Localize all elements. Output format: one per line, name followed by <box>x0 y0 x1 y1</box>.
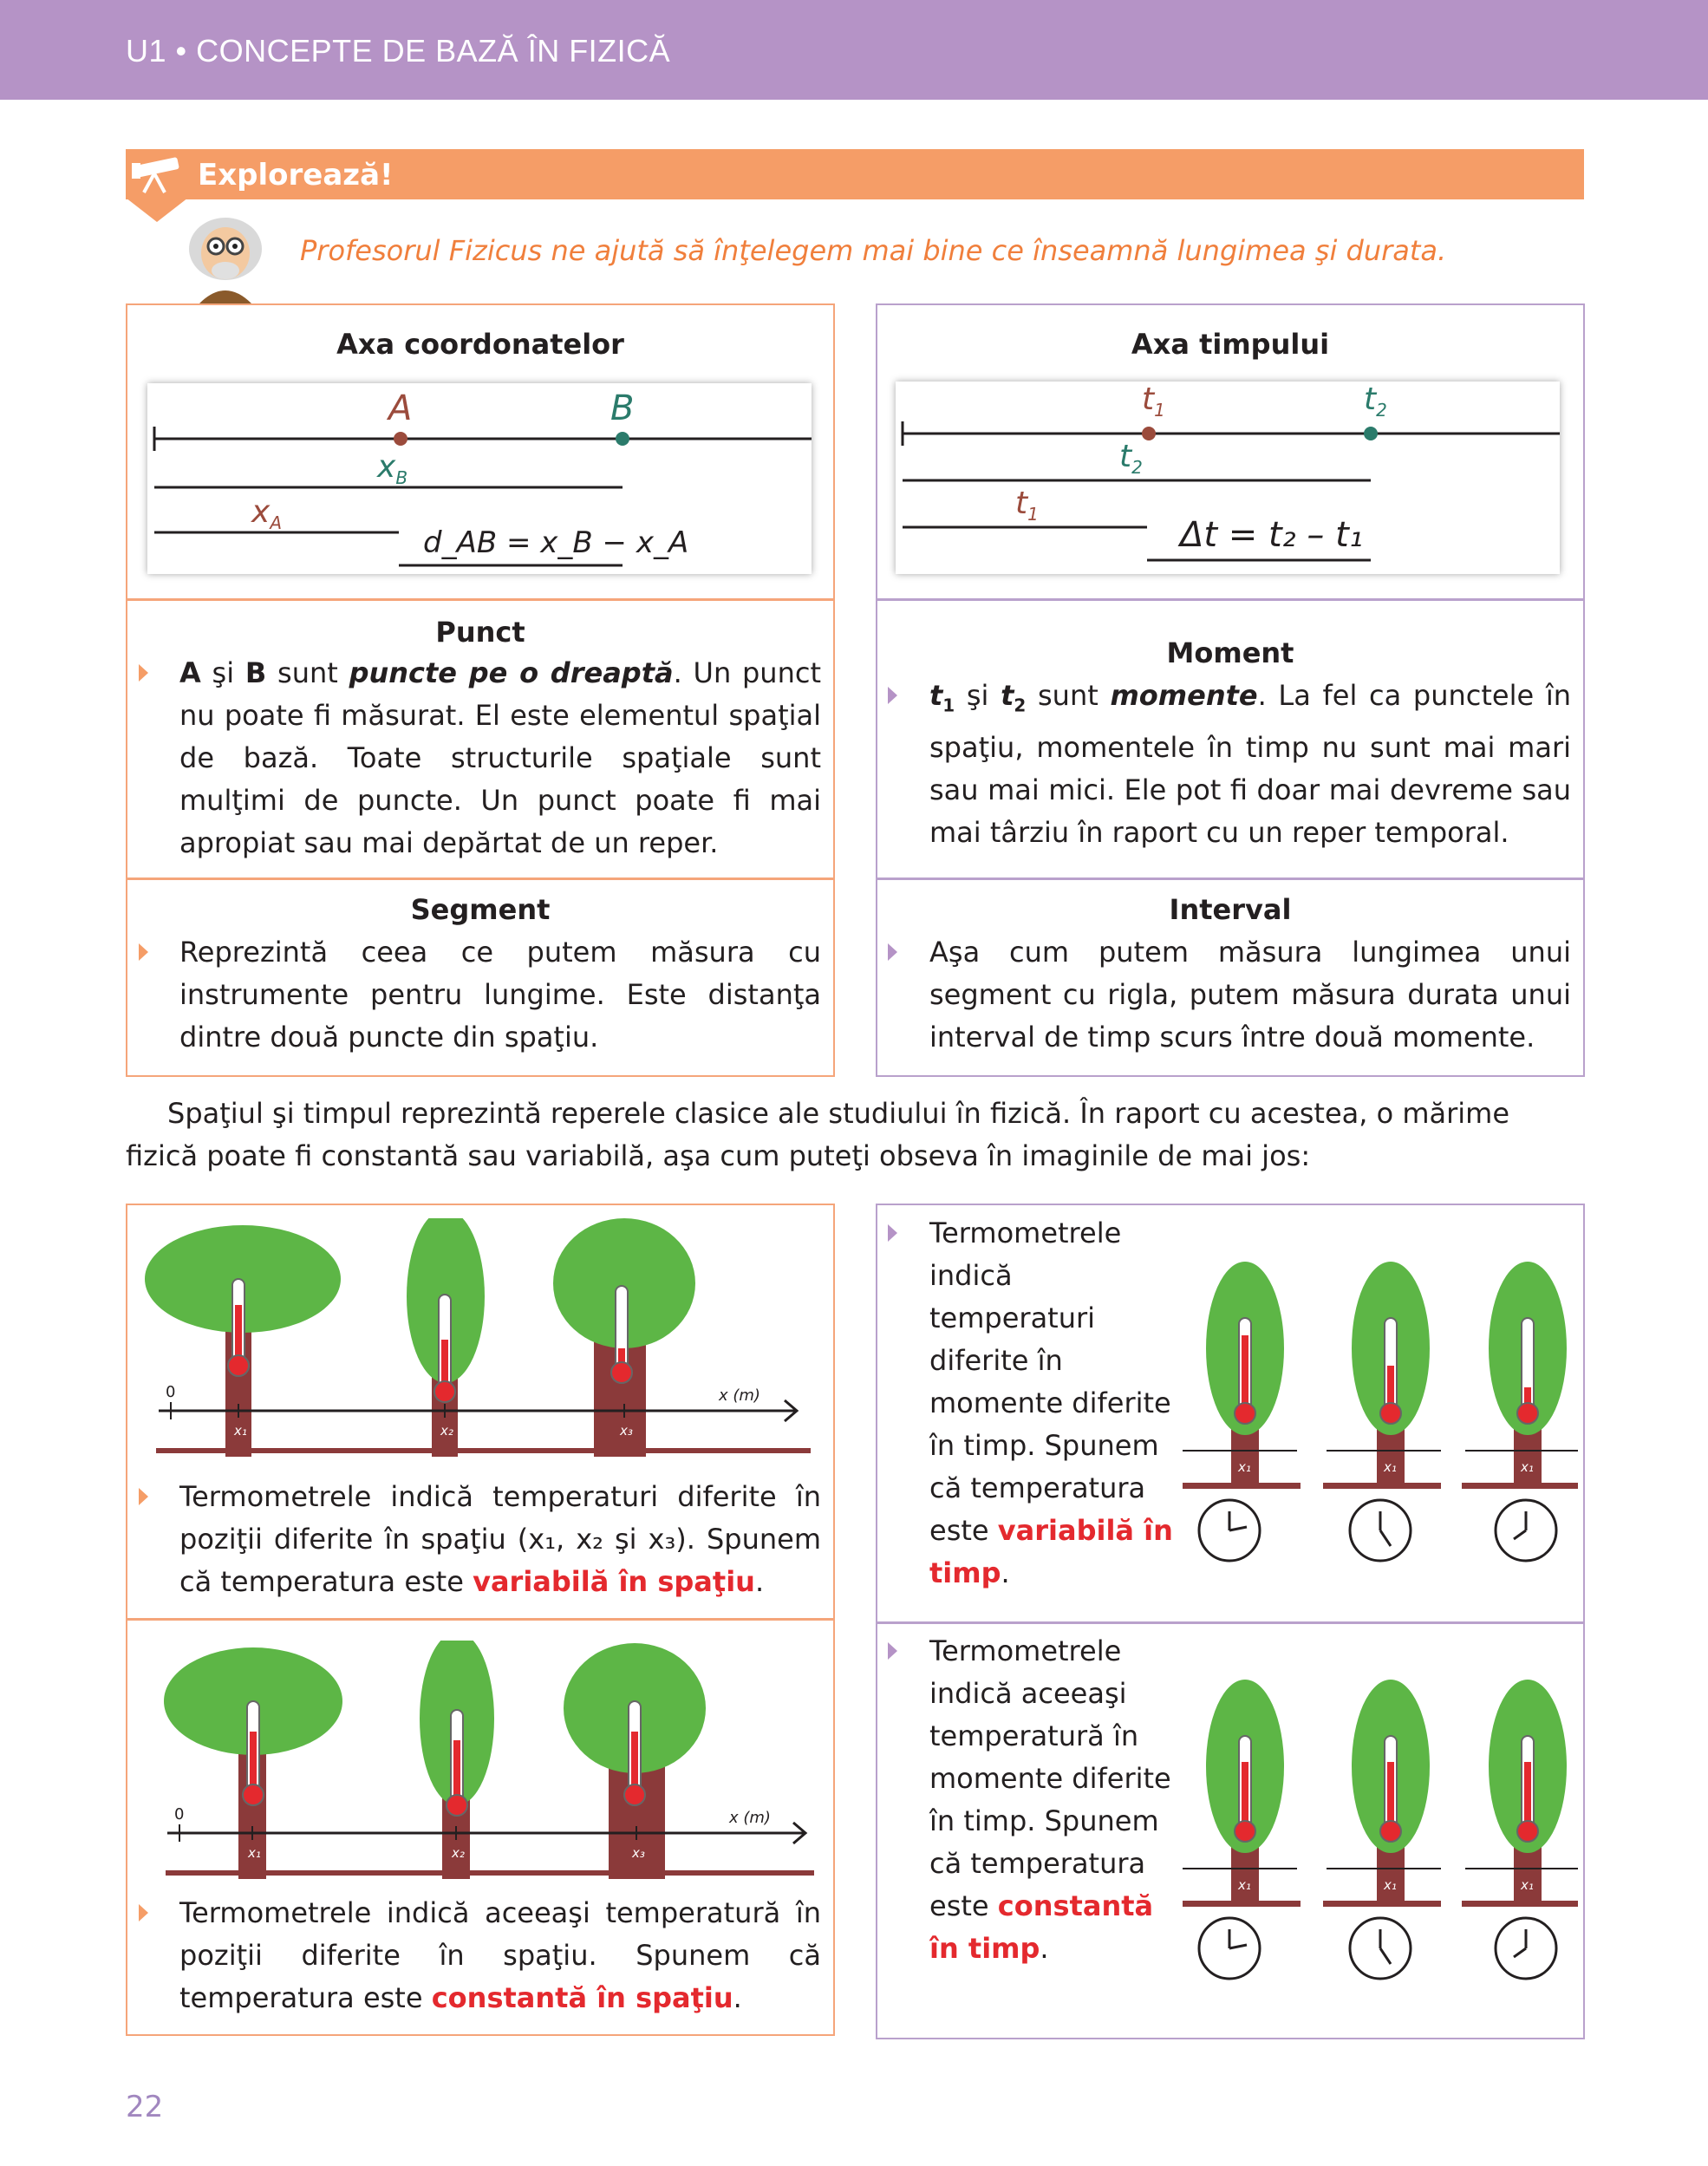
time-axis-title: Axa timpului <box>1131 328 1330 361</box>
x-axis-label: x (m) <box>719 1386 760 1405</box>
point-b-label: B <box>610 388 635 428</box>
x1-label: x₁ <box>1521 1877 1534 1893</box>
xa-label: $x_A$ <box>251 494 282 534</box>
x3-label: x₃ <box>620 1423 633 1439</box>
intro-text: Profesorul Fizicus ne ajută să înţelegem mai bine ce înseamnă lungimea şi durata. <box>300 234 1447 267</box>
x2-label: x₂ <box>440 1423 453 1439</box>
moment-text: $t_1$ şi $t_2$ sunt momente. La fel ca punctele în spaţiu, momentele în timp nu sunt mai mari sau mai mici. Ele pot fi doar mai devreme sau mai târziu în raport cu un reper temporal. <box>929 679 1572 850</box>
coordinate-axis-title: Axa coordonatelor <box>336 328 624 361</box>
x-axis-label: x (m) <box>729 1809 771 1827</box>
bullet-icon <box>139 664 148 682</box>
divider <box>126 1618 835 1621</box>
interval-title: Interval <box>1169 893 1292 926</box>
divider <box>876 877 1585 880</box>
bullet-icon <box>888 1642 897 1660</box>
x1-label: x₁ <box>1238 1459 1251 1475</box>
origin-label: 0 <box>166 1383 176 1401</box>
divider <box>126 598 835 601</box>
segment-text: Reprezintă ceea ce putem măsura cu instrumente pentru lungime. Este distanţa dintre două puncte din spaţiu. <box>179 936 821 1054</box>
bullet-icon <box>888 687 897 704</box>
xb-label: $x_B$ <box>377 449 408 489</box>
t1-point-label: $t_1$ <box>1142 382 1165 421</box>
clock-icon <box>1350 1500 1411 1561</box>
explore-title: Explorează! <box>198 158 394 192</box>
space-variable-text: Termometrele indică temperaturi diferite în poziţii diferite în spaţiu (x₁, x₂ şi x₃). Spunem că temperatura este variabilă în spaţiu. <box>179 1480 821 1598</box>
x1-label: x₁ <box>1384 1877 1397 1893</box>
time-axis-diagram <box>896 382 1560 574</box>
punct-text: A şi B sunt puncte pe o dreaptă. Un punct nu poate fi măsurat. El este elementul spaţial de bază. Toate structurile spaţiale sunt mulţimi de puncte. Un punct poate fi mai apropiat sau mai depărtat de un reper. <box>179 656 821 859</box>
clock-icon <box>1496 1918 1556 1979</box>
x1-label: x₁ <box>1238 1877 1251 1893</box>
x1-label: x₁ <box>1521 1459 1534 1475</box>
moment-title: Moment <box>1166 636 1294 669</box>
distance-formula: d_AB = x_B − x_A <box>423 525 689 560</box>
t1-span-label: $t_1$ <box>1015 486 1039 525</box>
x2-label: x₂ <box>452 1845 465 1861</box>
telescope-icon <box>128 153 189 196</box>
bullet-icon <box>139 1904 148 1921</box>
space-variable-figure <box>143 1218 819 1470</box>
x1-label: x₁ <box>234 1423 247 1439</box>
bullet-icon <box>888 943 897 961</box>
body-paragraph: Spaţiul şi timpul reprezintă reperele clasice ale studiului în fizică. În raport cu acestea, o mărime fizică poate fi constantă sau variabilă, aşa cum puteţi obseva în imaginile de mai jos: <box>126 1097 1510 1172</box>
clock-icon <box>1199 1918 1260 1979</box>
space-constant-text: Termometrele indică aceeaşi temperatură în poziţii diferite în spaţiu. Spunem că temperatura este constantă în spaţiu. <box>179 1896 821 2014</box>
coordinate-axis-diagram <box>147 383 812 574</box>
divider <box>126 877 835 880</box>
t2-point-label: $t_2$ <box>1364 382 1387 421</box>
clock-icon <box>1350 1918 1411 1979</box>
bullet-icon <box>139 1488 148 1505</box>
point-a-label: A <box>388 388 413 428</box>
space-constant-figure <box>143 1641 819 1892</box>
bullet-icon <box>139 943 148 961</box>
time-variable-figure <box>1179 1262 1578 1608</box>
origin-label: 0 <box>174 1805 185 1823</box>
professor-fizicus-icon <box>178 201 273 305</box>
divider <box>876 1621 1585 1624</box>
time-constant-text: Termometrele indică aceeaşi temperatură în momente diferite în timp. Spunem că temperatura este constantă în timp. <box>929 1634 1171 1965</box>
page-number: 22 <box>126 2090 164 2124</box>
clock-icon <box>1199 1500 1260 1561</box>
x1-label: x₁ <box>1384 1459 1397 1475</box>
t2-span-label: $t_2$ <box>1119 439 1143 479</box>
punct-title: Punct <box>435 616 525 649</box>
bullet-icon <box>888 1224 897 1242</box>
divider <box>876 598 1585 601</box>
chapter-title: U1 • CONCEPTE DE BAZĂ ÎN FIZICĂ <box>126 33 671 69</box>
interval-text: Aşa cum putem măsura lungimea unui segment cu rigla, putem măsura durata unui interval de timp scurs între două momente. <box>929 936 1571 1054</box>
clock-icon <box>1496 1500 1556 1561</box>
x3-label: x₃ <box>632 1845 645 1861</box>
x1-label: x₁ <box>248 1845 261 1861</box>
segment-title: Segment <box>410 893 551 926</box>
time-constant-figure <box>1179 1680 1578 2026</box>
time-variable-text: Termometrele indică temperaturi diferite în momente diferite în timp. Spunem că temperatura este variabilă în timp. <box>929 1217 1173 1589</box>
duration-formula: Δt = t₂ – t₁ <box>1180 515 1363 555</box>
